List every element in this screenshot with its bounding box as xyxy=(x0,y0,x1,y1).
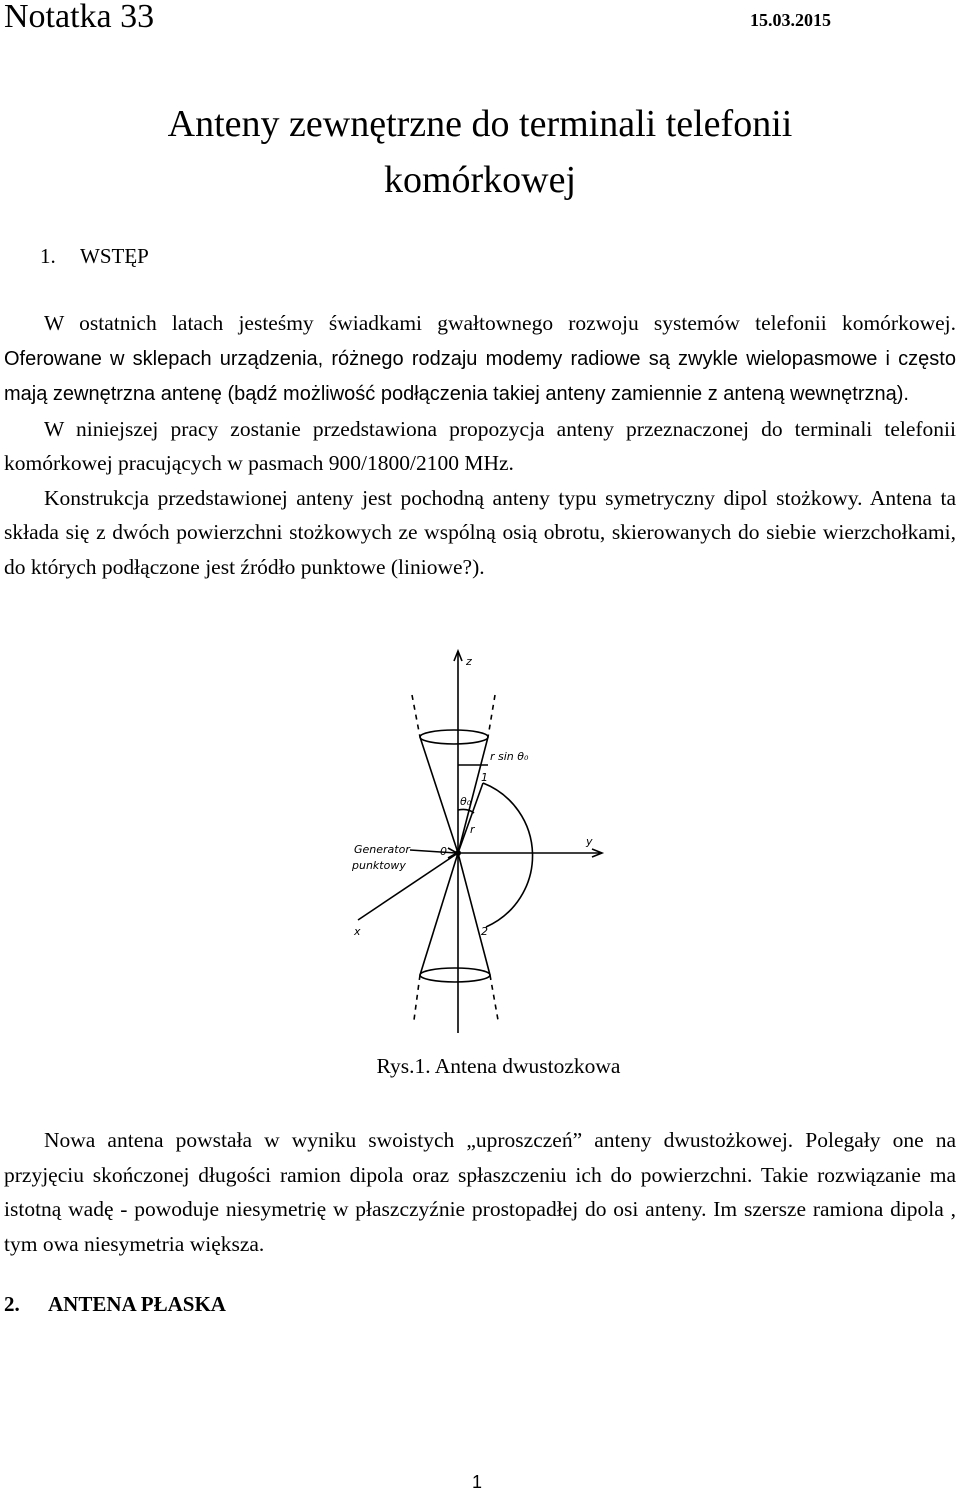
label-point-1: 1 xyxy=(481,771,488,784)
paragraph-4: Nowa antena powstała w wyniku swoistych „uproszczeń” anteny dwustożkowej. Polegały one na przyjęciu skończonej długości ramion dipola oraz spłaszczeniu ich do powierzchni. Takie rozwiązanie ma istotną wadę - powoduje niesymetrię w płaszczyźnie prostopadłej do osi anteny. Im szersze ramiona dipola , tym owa niesymetria większa. xyxy=(4,1128,956,1256)
page-number: 1 xyxy=(472,1472,483,1492)
intro-paragraphs xyxy=(4,306,956,584)
semicircle-arc xyxy=(483,783,533,927)
label-y: y xyxy=(586,835,593,848)
paragraph-1 xyxy=(4,306,956,412)
section-2-number: 2. xyxy=(4,1292,20,1316)
label-generator-line-1: Generator xyxy=(354,843,410,856)
paragraph-2: W niniejszej pracy zostanie przedstawiona propozycja anteny przeznaczonej do terminali telefonii komórkowej pracujących w pasmach 900/1800/2100 MHz. xyxy=(4,416,956,475)
label-theta: θ₀ xyxy=(460,795,472,808)
note-date: 15.03.2015 xyxy=(750,10,831,30)
section-1-heading xyxy=(40,244,149,269)
lower-cone-left-edge xyxy=(420,853,458,975)
document-title xyxy=(0,96,960,208)
lower-cone-right-edge xyxy=(458,853,490,975)
section-2-title: ANTENA PŁASKA xyxy=(48,1292,226,1316)
lower-cone-right-extension xyxy=(490,975,498,1020)
document-title-line-1: Anteny zewnętrzne do terminali telefonii xyxy=(167,103,793,145)
radius-line xyxy=(458,783,483,853)
upper-cone-rim xyxy=(420,730,488,744)
label-generator-line-2: punktowy xyxy=(352,859,406,872)
label-point-2: 2 xyxy=(481,925,488,938)
lower-cone-left-extension xyxy=(414,975,420,1020)
label-z: z xyxy=(466,655,472,668)
lower-cone-rim xyxy=(420,968,490,982)
section-2-heading xyxy=(4,1292,226,1317)
upper-cone-right-extension xyxy=(488,695,495,737)
theta-arc xyxy=(458,809,474,813)
section-1-number: 1. xyxy=(40,244,56,268)
biconical-antenna-figure xyxy=(340,645,630,1040)
document-title-line-2: komórkowej xyxy=(383,159,577,201)
label-x: x xyxy=(354,925,361,938)
upper-cone-left-extension xyxy=(412,695,420,737)
section-1-title: WSTĘP xyxy=(80,244,149,268)
note-title: Notatka 33 xyxy=(4,0,155,35)
label-r: r xyxy=(470,823,475,836)
paragraph-3: Konstrukcja przedstawionej anteny jest pochodną anteny typu symetryczny dipol stożkowy. Antena ta składa się z dwóch powierzchni stożkowych ze wspólną osią obrotu, skierowanych do siebie wierzchołkami, do których podłączone jest źródło punktowe (liniowe?). xyxy=(4,485,956,579)
upper-cone-left-edge xyxy=(420,737,458,853)
body-paragraphs xyxy=(4,1123,956,1261)
paragraph-1-part-1: W ostatnich latach jesteśmy świadkami gwałtownego rozwoju systemów telefonii komórkowej. xyxy=(44,311,956,335)
generator-pointer xyxy=(410,850,456,853)
label-origin: 0 xyxy=(440,845,447,858)
paragraph-1-part-2: Oferowane w sklepach urządzenia, różnego rodzaju modemy radiowe są zwykle wielopasmowe i często mają zewnętrzna antenę (bądź możliwość podłączenia takiej anteny zamiennie z anteną wewnętrzną). xyxy=(4,347,956,405)
label-r-sin-theta: r sin θ₀ xyxy=(490,750,529,763)
figure-caption: Rys.1. Antena dwustozkowa xyxy=(376,1054,621,1078)
origin-point xyxy=(455,850,461,856)
